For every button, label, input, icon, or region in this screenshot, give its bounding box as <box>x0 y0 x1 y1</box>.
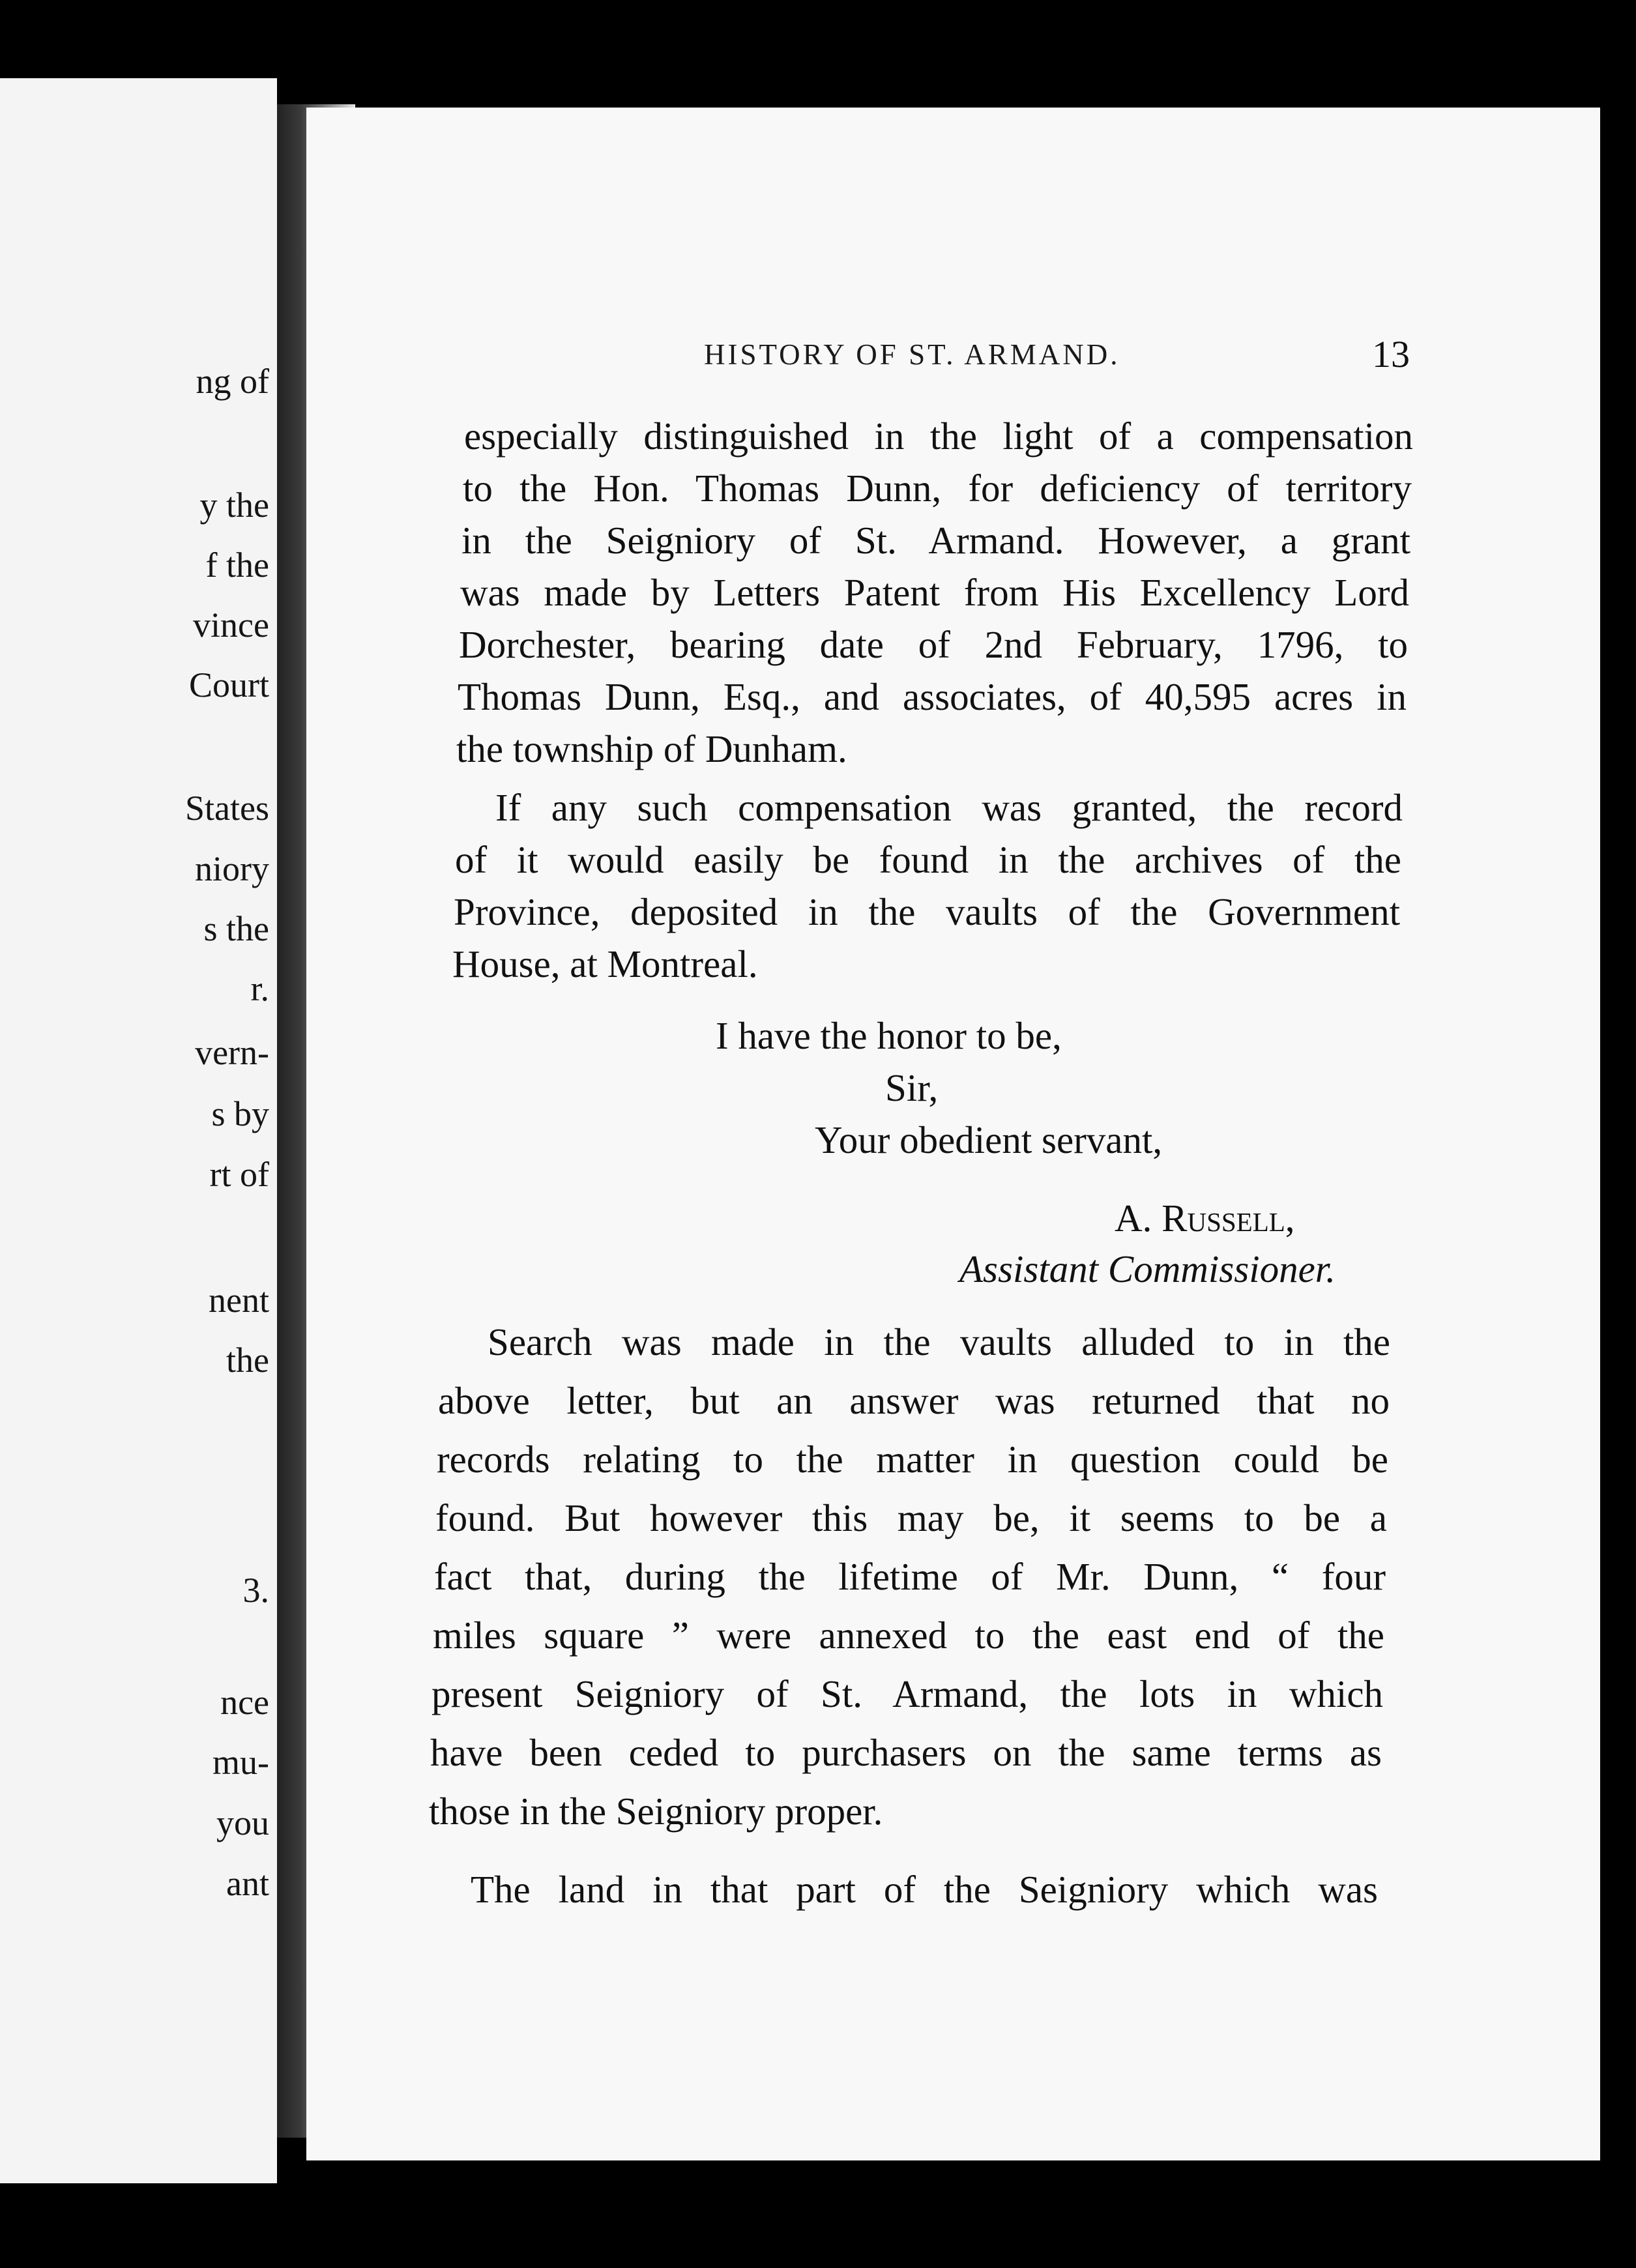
text-line: If any such compensation was granted, the record <box>495 786 1403 829</box>
text-line: Search was made in the vaults alluded to in the <box>488 1320 1390 1363</box>
text-line: especially distinguished in the light of a compensation <box>464 414 1413 458</box>
signature-name: A. Russell, <box>1115 1197 1295 1240</box>
left-page-text-fragment: niory <box>195 849 269 888</box>
text-line: records relating to the matter in question could be <box>437 1438 1388 1481</box>
text-line: The land in that part of the Seigniory which was <box>471 1868 1378 1911</box>
left-page-text-fragment: ant <box>226 1864 269 1903</box>
facing-page-left <box>0 78 277 2183</box>
running-head: HISTORY OF ST. ARMAND. <box>704 338 1120 371</box>
text-line: of it would easily be found in the archives of the <box>455 838 1401 881</box>
left-page-text-fragment: f the <box>205 545 269 585</box>
left-page-text-fragment: the <box>226 1341 269 1380</box>
left-page-text-fragment: vince <box>193 605 269 645</box>
text-line: present Seigniory of St. Armand, the lots in which <box>431 1672 1383 1715</box>
left-page-text-fragment: s the <box>203 909 269 948</box>
signature-title: Assistant Commissioner. <box>959 1247 1336 1290</box>
left-page-text-fragment: you <box>216 1803 269 1842</box>
left-page-text-fragment: ng of <box>196 362 269 401</box>
text-line: those in the Seigniory proper. <box>429 1790 883 1833</box>
left-page-text-fragment: rt of <box>209 1155 269 1194</box>
left-page-text-fragment: Court <box>188 665 269 705</box>
left-page-text-fragment: States <box>185 789 269 828</box>
text-line: was made by Letters Patent from His Excellency Lord <box>460 571 1409 614</box>
text-line: Dorchester, bearing date of 2nd February, 1796, to <box>459 623 1408 666</box>
text-line: to the Hon. Thomas Dunn, for deficiency of territory <box>463 467 1412 510</box>
left-page-text-fragment: nce <box>220 1683 269 1722</box>
text-line: House, at Montreal. <box>452 942 758 985</box>
left-page-text-fragment: r. <box>250 969 269 1008</box>
closing-line: Your obedient servant, <box>815 1118 1163 1161</box>
left-page-text-fragment: 3. <box>242 1571 269 1610</box>
text-line: found. But however this may be, it seems to be a <box>435 1496 1387 1539</box>
closing-salutation: Sir, <box>885 1066 939 1109</box>
text-line: above letter, but an answer was returned that no <box>438 1379 1390 1422</box>
left-page-text-fragment: y the <box>199 486 269 525</box>
text-line: have been ceded to purchasers on the same terms as <box>430 1731 1382 1774</box>
text-line: Province, deposited in the vaults of the Government <box>454 890 1400 933</box>
text-line: the township of Dunham. <box>456 727 847 770</box>
left-page-text-fragment: s by <box>211 1094 269 1133</box>
page-number: 13 <box>1372 333 1410 375</box>
left-page-text-fragment: mu- <box>212 1743 269 1782</box>
text-line: miles square ” were annexed to the east end of the <box>433 1614 1384 1657</box>
text-line: Thomas Dunn, Esq., and associates, of 40,595 acres in <box>458 675 1407 718</box>
left-page-text-fragment: vern- <box>195 1033 269 1072</box>
closing-line: I have the honor to be, <box>716 1014 1062 1057</box>
left-page-text-fragment: nent <box>209 1281 269 1320</box>
text-line: fact that, during the lifetime of Mr. Dunn, “ four <box>434 1555 1386 1598</box>
text-line: in the Seigniory of St. Armand. However, a grant <box>461 519 1410 562</box>
